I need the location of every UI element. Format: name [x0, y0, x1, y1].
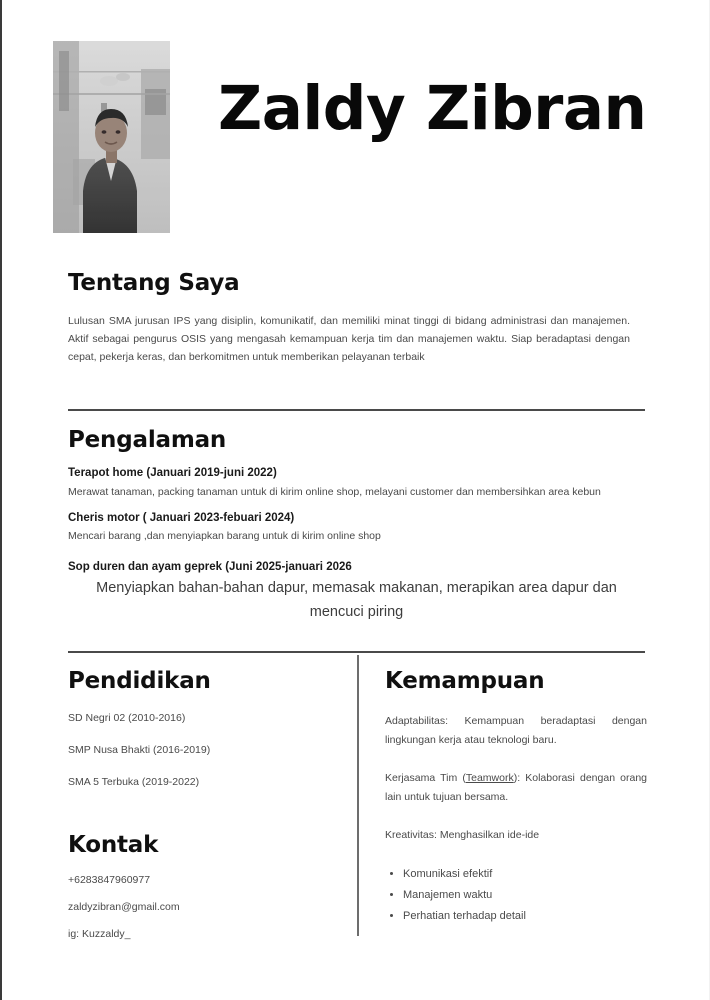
skills-list — [385, 865, 647, 926]
profile-photo — [53, 41, 170, 233]
spellcheck-underline-teamwork: Teamwork — [465, 772, 514, 784]
list-item: • Manajemen waktu — [403, 886, 647, 905]
divider-rule-top — [68, 409, 645, 411]
experience-item — [68, 467, 645, 501]
education-item: SMP Nusa Bhakti (2016-2019) — [68, 744, 211, 756]
job-title: Cheris motor ( Januari 2023-febuari 2024) — [68, 512, 295, 524]
skill-text-before: Kerjasama Tim ( — [385, 772, 466, 784]
portrait-photo-icon — [53, 41, 170, 233]
skill-paragraph — [385, 826, 647, 845]
job-title: Sop duren dan ayam geprek (Juni 2025-januari 2026 — [68, 561, 352, 573]
experience-item — [68, 512, 645, 545]
column-divider — [357, 655, 359, 936]
resume-header — [53, 41, 653, 241]
education-heading: Pendidikan — [68, 668, 211, 694]
contact-email[interactable]: zaldyzibran@gmail.com — [68, 901, 180, 913]
contact-phone[interactable]: +6283847960977 — [68, 874, 151, 886]
skills-heading: Kemampuan — [385, 668, 545, 694]
right-column — [385, 668, 647, 928]
skill-paragraph — [385, 712, 647, 750]
job-description: Mencari barang ,dan menyiapkan barang untuk di kirim online shop — [68, 530, 381, 542]
skill-text-after: ): Kolaborasi dengan orang lain untuk tujuan bersama. — [385, 772, 648, 803]
left-column — [68, 668, 338, 955]
contact-section — [68, 832, 338, 940]
list-item: • Perhatian terhadap detail — [403, 907, 647, 926]
education-item: SMA 5 Terbuka (2019-2022) — [68, 776, 200, 788]
contact-heading: Kontak — [68, 832, 159, 858]
divider-rule-bottom — [68, 651, 645, 653]
education-item: SD Negri 02 (2010-2016) — [68, 712, 186, 724]
list-item: • Komunikasi efektif — [403, 865, 647, 884]
about-text: Lulusan SMA jurusan IPS yang disiplin, komunikatif, dan memiliki minat tinggi di bidang administrasi dan manajemen. Aktif sebagai pengurus OSIS yang mengasah kemampuan kerja tim dan manajemen waktu. Siap beradaptasi dengan cepat, pekerja keras, dan berkomitmen untuk memberikan pelayanan terbaik — [68, 315, 630, 363]
about-section — [68, 270, 630, 366]
contact-instagram[interactable]: ig: Kuzzaldy_ — [68, 928, 131, 940]
job-title: Terapot home (Januari 2019-juni 2022) — [68, 467, 277, 479]
experience-item — [68, 561, 645, 624]
experience-heading: Pengalaman — [68, 427, 227, 453]
page-title: Zaldy Zibran — [218, 73, 647, 144]
experience-section — [68, 427, 645, 635]
job-description: Menyiapkan bahan-bahan dapur, memasak makanan, merapikan area dapur dan mencuci piring — [96, 580, 617, 620]
job-description: Merawat tanaman, packing tanaman untuk di kirim online shop, melayani customer dan membersihkan area kebun — [68, 486, 601, 498]
skill-paragraph — [385, 769, 647, 807]
skill-text-before: Kreativitas: Menghasilkan ide-ide — [385, 829, 540, 841]
about-heading: Tentang Saya — [68, 270, 240, 296]
skill-text-before: Adaptabilitas: Kemampuan beradaptasi dengan lingkungan kerja atau teknologi baru. — [385, 715, 647, 746]
